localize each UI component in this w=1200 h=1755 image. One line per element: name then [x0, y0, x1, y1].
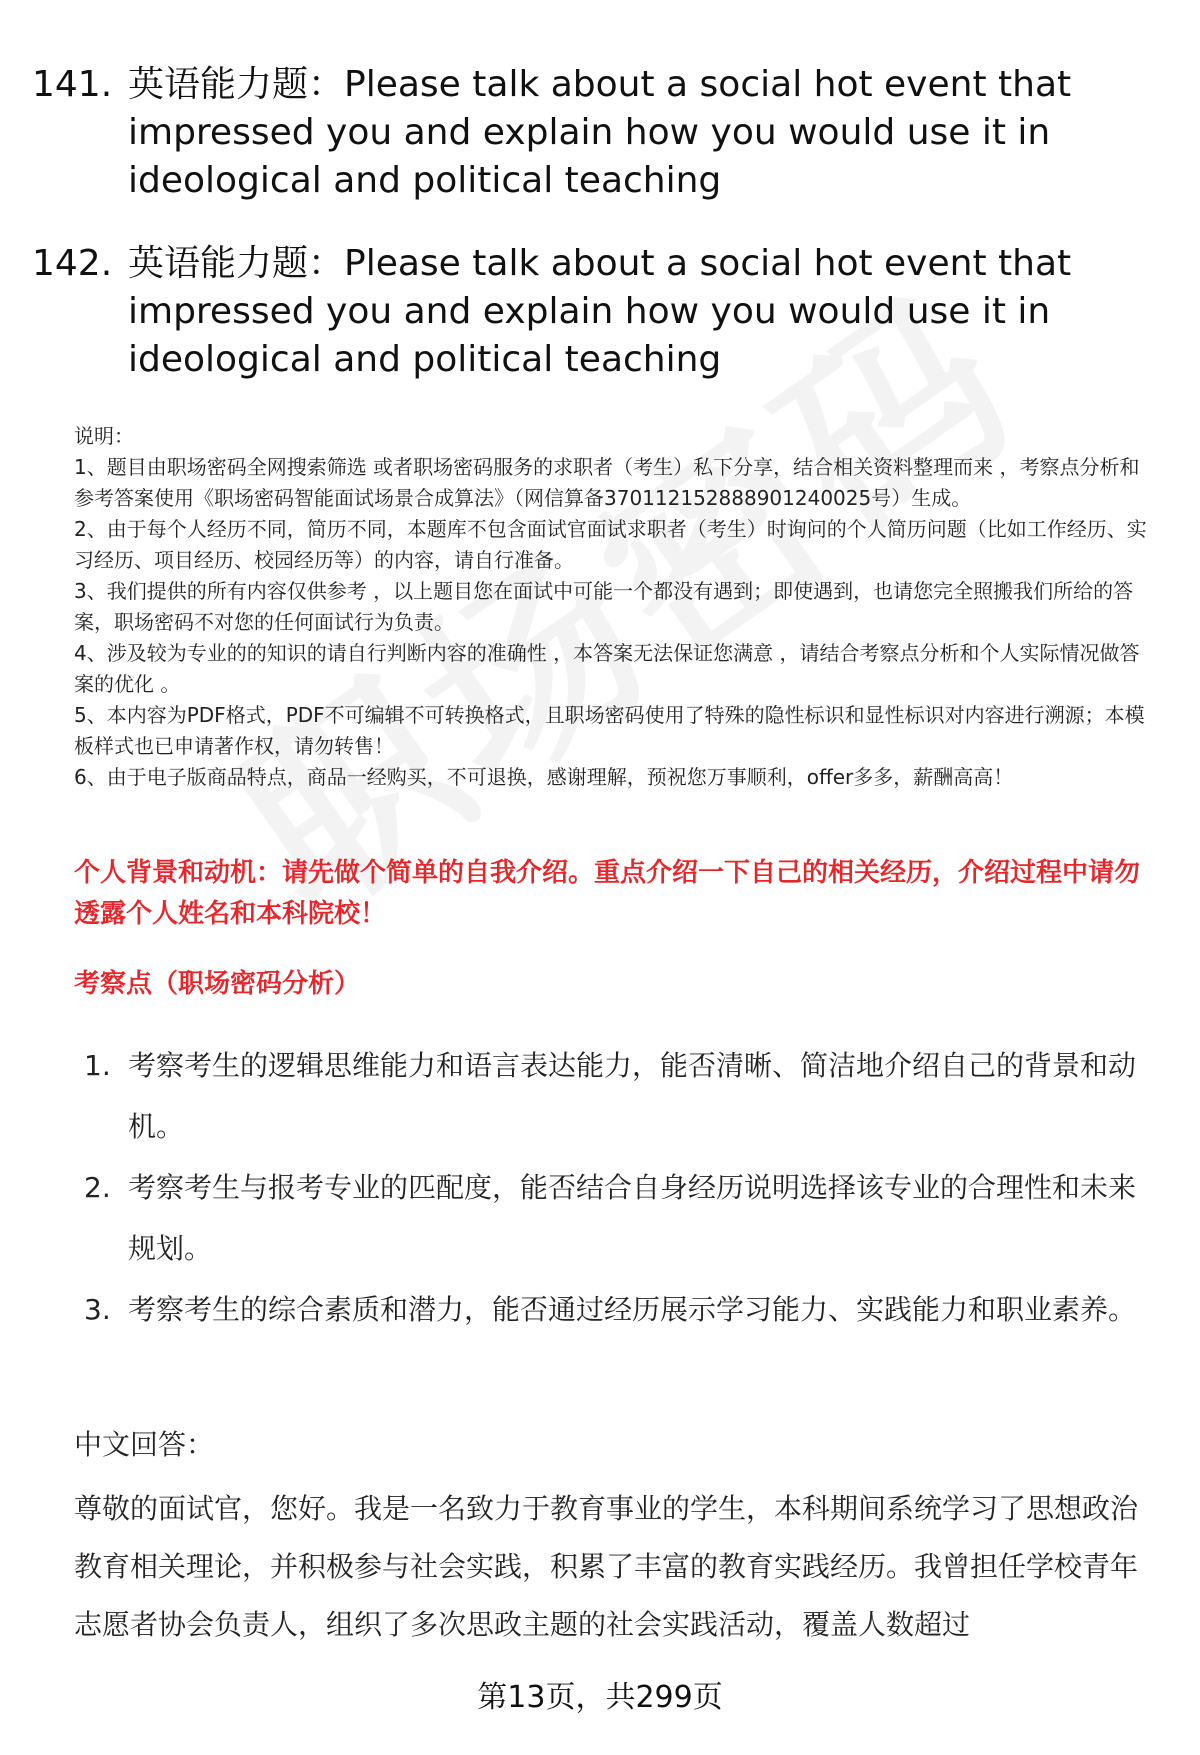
- list-item-text: 考察考生的逻辑思维能力和语言表达能力，能否清晰、简洁地介绍自己的背景和动机。: [128, 1049, 1137, 1143]
- note-item: 1、题目由职场密码全网搜索筛选 或者职场密码服务的求职者（考生）私下分享，结合相关资料整理而来 ，考察点分析和参考答案使用《职场密码智能面试场景合成算法》（网信算备370112152888901240025号）生成。: [74, 455, 1140, 510]
- section-heading: 个人背景和动机：请先做个简单的自我介绍。重点介绍一下自己的相关经历，介绍过程中请勿透露个人姓名和本科院校！: [74, 858, 1141, 929]
- analysis-heading: 考察点（职场密码分析）: [74, 969, 361, 999]
- list-item: [84, 1157, 1144, 1279]
- list-item-number: 1.: [84, 1049, 111, 1082]
- list-item: [84, 1035, 1144, 1157]
- analysis-points-list: [84, 1035, 1144, 1340]
- question-text: 英语能力题：Please talk about a social hot event that impressed you and explain how you would use it in ideological and political teaching: [128, 243, 1072, 380]
- note-item: 4、涉及较为专业的的知识的请自行判断内容的准确性 ，本答案无法保证您满意 ，请结合考察点分析和个人实际情况做答案的优化 。: [74, 641, 1140, 696]
- answer-label: 中文回答：: [74, 1428, 215, 1461]
- list-item-text: 考察考生的综合素质和潜力，能否通过经历展示学习能力、实践能力和职业素养。: [128, 1293, 1137, 1326]
- note-item: 2、由于每个人经历不同，简历不同，本题库不包含面试官面试求职者（考生）时询问的个人简历问题（比如工作经历、实习经历、项目经历、校园经历等）的内容，请自行准备。: [74, 517, 1147, 572]
- disclaimer-notes: [74, 421, 1152, 793]
- note-item: 6、由于电子版商品特点，商品一经购买，不可退换，感谢理解，预祝您万事顺利，offer多多，薪酬高高！: [74, 765, 1014, 789]
- list-item: [84, 1279, 1144, 1340]
- list-item-text: 考察考生与报考专业的匹配度，能否结合自身经历说明选择该专业的合理性和未来规划。: [128, 1171, 1137, 1265]
- question-number: 142.: [32, 243, 113, 284]
- note-item: 3、我们提供的所有内容仅供参考 ，以上题目您在面试中可能一个都没有遇到；即使遇到，也请您完全照搬我们所给的答案，职场密码不对您的任何面试行为负责。: [74, 579, 1134, 634]
- page-footer: 第13页，共299页: [477, 1680, 723, 1715]
- list-item-number: 2.: [84, 1171, 111, 1204]
- question-number: 141.: [32, 64, 113, 105]
- question-text: 英语能力题：Please talk about a social hot event that impressed you and explain how you would use it in ideological and political teaching: [128, 64, 1072, 201]
- notes-title: 说明：: [74, 424, 134, 448]
- list-item-number: 3.: [84, 1293, 111, 1326]
- note-item: 5、本内容为PDF格式，PDF不可编辑不可转换格式，且职场密码使用了特殊的隐性标识和显性标识对内容进行溯源；本模板样式也已申请著作权，请勿转售！: [74, 703, 1145, 758]
- answer-text: 尊敬的面试官，您好。我是一名致力于教育事业的学生，本科期间系统学习了思想政治教育相关理论，并积极参与社会实践，积累了丰富的教育实践经历。我曾担任学校青年志愿者协会负责人，组织了多次思政主题的社会实践活动，覆盖人数超过: [74, 1492, 1139, 1641]
